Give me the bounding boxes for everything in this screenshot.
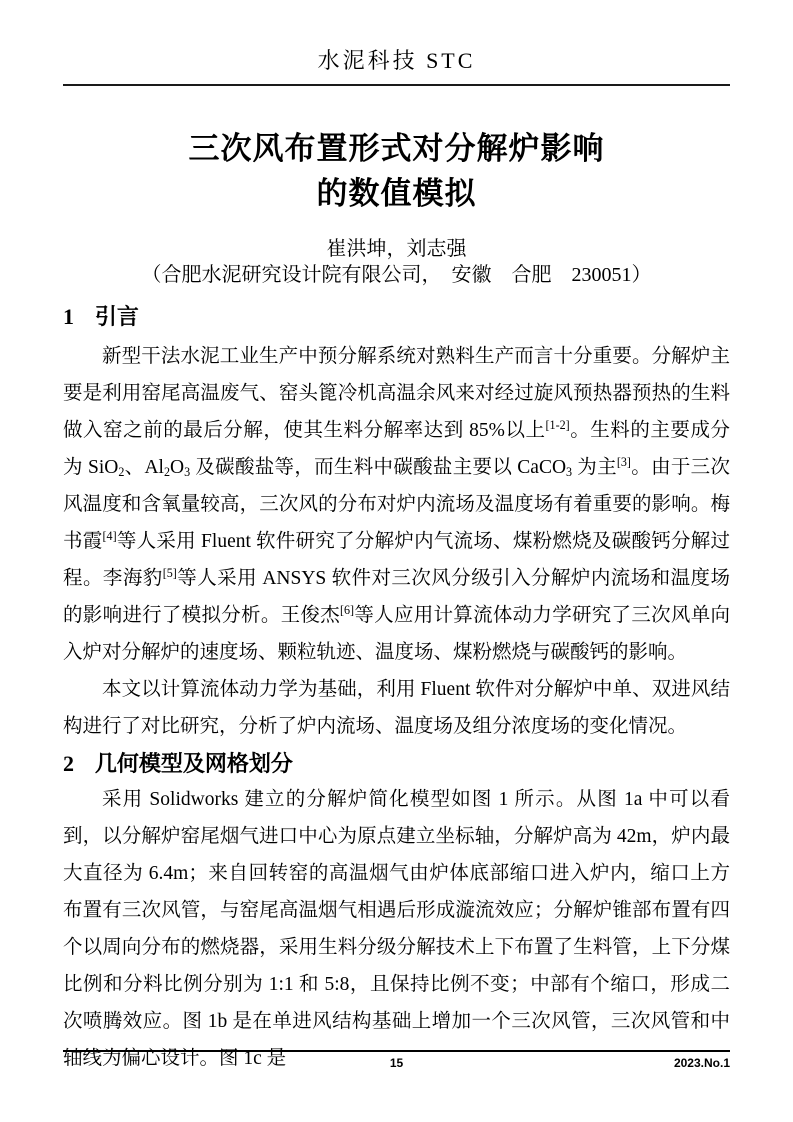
paper-title (63, 126, 730, 216)
footer-row (63, 1055, 730, 1071)
paper-title-line2: 的数值模拟 (316, 176, 477, 211)
page-number: 15 (389, 1056, 404, 1070)
section-1-heading (63, 302, 730, 332)
affiliation: （合肥水泥研究设计院有限公司， 安徽 合肥 230051） (141, 264, 652, 286)
issue-label: 2023.No.1 (673, 1056, 730, 1070)
page-footer (63, 1050, 730, 1071)
section-1-heading-text: 引言 (94, 304, 139, 329)
section-1-paragraph-1: 新型干法水泥工业生产中预分解系统对熟料生产而言十分重要。分解炉主要是利用窑尾高温废气、窑头篦冷机高温余风来对经过旋风预热器预热的生料做入窑之前的最后分解，使其生料分解率达到 85%以上[1-2]。生料的主要成分为 SiO$_2$、$Al_2O_3$ 及碳酸盐等，而生料中碳酸盐主要以 CaCO$_3$ 为主[3]。由于三次风温度和含氧量较高，三次风的分布对炉内流场及温度场有着重要的影响。梅书霞[4]等人采用 Fluent 软件研究了分解炉内气流场、煤粉燃烧及碳酸钙分解过程。李海豹[5]等人采用 ANSYS 软件对三次风分级引入分解炉内流场和温度场的影响进行了模拟分析。王俊杰[6]等人应用计算流体动力学研究了三次风单向入炉对分解炉的速度场、颗粒轨迹、温度场、煤粉燃烧与碳酸钙的影响。 (63, 346, 730, 663)
section-1-number: 1 (63, 304, 74, 329)
section-2-paragraph-1: 采用 Solidworks 建立的分解炉简化模型如图 1 所示。从图 1a 中可以看到，以分解炉窑尾烟气进口中心为原点建立坐标轴，分解炉高为 42m，炉内最大直径为 6.4m；来自回转窑的高温烟气由炉体底部缩口进入炉内，缩口上方布置有三次风管，与窑尾高温烟气相遇后形成漩流效应；分解炉锥部布置有四个以周向分布的燃烧器，采用生料分级分解技术上下布置了生料管，上下分煤比例和分料比例分别为 1:1 和 5:8，且保持比例不变；中部有个缩口，形成二次喷腾效应。图 1b 是在单进风结构基础上增加一个三次风管，三次风管和中轴线为偏心设计。图 1c 是 (63, 789, 730, 1069)
journal-header-title: 水泥科技 STC (317, 48, 476, 73)
authors: 崔洪坤，刘志强 (326, 238, 467, 260)
section-2-heading (63, 749, 730, 779)
header-rule (63, 84, 730, 86)
paper-title-line1: 三次风布置形式对分解炉影响 (188, 131, 605, 166)
footer-rule (63, 1050, 730, 1052)
section-2-number: 2 (63, 751, 74, 776)
section-2-heading-text: 几何模型及网格划分 (94, 751, 293, 776)
section-1-paragraph-2: 本文以计算流体动力学为基础，利用 Fluent 软件对分解炉中单、双进风结构进行了对比研究，分析了炉内流场、温度场及组分浓度场的变化情况。 (63, 679, 730, 737)
